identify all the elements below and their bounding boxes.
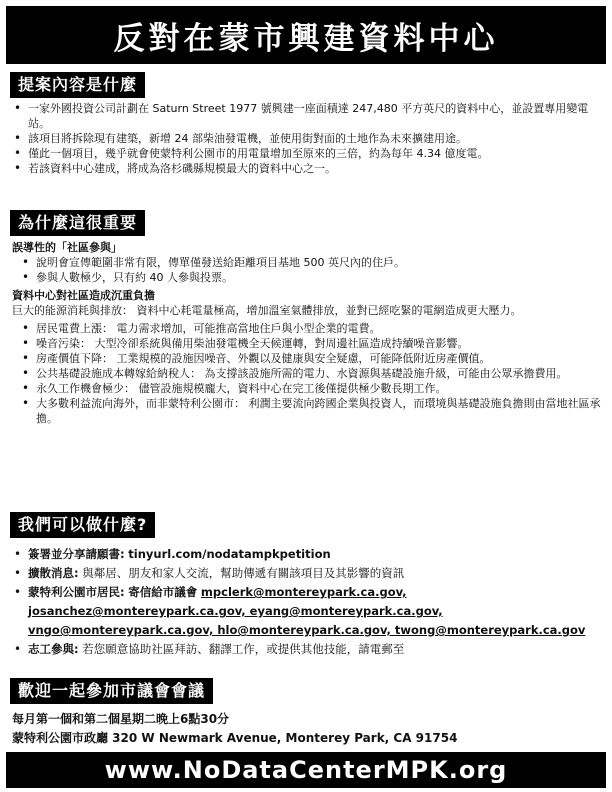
list-item bbox=[12, 640, 602, 659]
list-item: • 參與人數極少，只有約 40 人參與投票。 bbox=[20, 270, 602, 285]
list-item: • 大多數利益流向海外，而非蒙特利公園市： 利潤主要流向跨國企業與投資人，而環境與基礎設施負擔則由當地社區承擔。 bbox=[20, 396, 602, 426]
volunteer-label: 志工參與: bbox=[28, 642, 79, 656]
meeting-info bbox=[12, 710, 602, 748]
residents-text: 寄信給市議會 bbox=[128, 585, 198, 599]
why-content bbox=[12, 240, 602, 426]
spread-text: 與鄰居、朋友和家人交流，幫助傳遞有關該項目及其影響的資訊 bbox=[82, 566, 405, 580]
list-item: • 居民電費上漲： 電力需求增加，可能推高當地住戶與小型企業的電費。 bbox=[20, 321, 602, 336]
spread-label: 擴散消息: bbox=[28, 566, 79, 580]
list-item: • 僅此一個項目，幾乎就會使蒙特利公園市的用電量增加至原來的三倍，約為每年 4.34 億度電。 bbox=[12, 146, 602, 161]
proposal-list bbox=[12, 101, 602, 176]
email-links[interactable]: vngo@montereypark.ca.gov, hlo@montereypark.ca.gov, twong@montereypark.ca.gov bbox=[28, 623, 586, 637]
residents-label: 蒙特利公園市居民: bbox=[28, 585, 125, 599]
section-heading-meeting: 歡迎一起參加市議會會議 bbox=[10, 678, 213, 704]
petition-label: 簽署並分享請願書: bbox=[28, 547, 125, 561]
list-item: • 若該資料中心建成，將成為洛杉磯縣規模最大的資料中心之一。 bbox=[12, 161, 602, 176]
list-item bbox=[12, 545, 602, 564]
volunteer-text: 若您願意協助社區拜訪、翻譯工作，或提供其他技能，請電郵至 bbox=[82, 642, 405, 656]
email-links[interactable]: josanchez@montereypark.ca.gov, eyang@montereypark.ca.gov, bbox=[28, 604, 443, 618]
list-item: • 噪音污染： 大型冷卻系統與備用柴油發電機全天候運轉，對周邊社區造成持續噪音影響。 bbox=[20, 336, 602, 351]
section-heading-proposal: 提案內容是什麼 bbox=[10, 72, 145, 98]
list-item: • 公共基礎設施成本轉嫁給納稅人： 為支撐該設施所需的電力、水資源與基礎設施升級，可能由公眾承擔費用。 bbox=[20, 366, 602, 381]
list-item: • 一家外國投資公司計劃在 Saturn Street 1977 號興建一座面積達 247,480 平方英尺的資料中心，並設置專用變電站。 bbox=[12, 101, 602, 131]
section-heading-why: 為什麼這很重要 bbox=[10, 210, 145, 236]
email-link[interactable]: mpclerk@montereypark.ca.gov, bbox=[200, 585, 407, 599]
sub-heading-engagement: 誤導性的「社區參與」 bbox=[12, 241, 122, 254]
list-item: • 永久工作機會極少： 儘管設施規模龐大，資料中心在完工後僅提供極少數長期工作。 bbox=[20, 381, 602, 396]
sub-heading-burden: 資料中心對社區造成沉重負擔 bbox=[12, 289, 155, 302]
meeting-time: 每月第一個和第二個星期二晚上6點30分 bbox=[12, 712, 230, 726]
petition-link[interactable]: tinyurl.com/nodatampkpetition bbox=[128, 547, 331, 561]
section-heading-action: 我們可以做什麼? bbox=[10, 512, 155, 538]
list-item: • 該項目將拆除現有建築，新增 24 部柴油發電機，並使用街對面的土地作為未來擴建用途。 bbox=[12, 131, 602, 146]
list-item: • 說明會宣傳範圍非常有限，傳單僅發送給距離項目基地 500 英尺內的住戶。 bbox=[20, 255, 602, 270]
energy-paragraph: 巨大的能源消耗與排放： 資料中心耗電量極高，增加溫室氣體排放，並對已經吃緊的電網造成更大壓力。 bbox=[12, 304, 522, 317]
meeting-location: 蒙特利公園市政廳 320 W Newmark Avenue, Monterey Park, CA 91754 bbox=[12, 731, 458, 745]
action-content bbox=[12, 545, 602, 659]
website-footer[interactable]: www.NoDataCenterMPK.org bbox=[6, 752, 606, 788]
list-item: • 房產價值下降： 工業規模的設施因噪音、外觀以及健康與安全疑慮，可能降低附近房產價值。 bbox=[20, 351, 602, 366]
list-item bbox=[12, 564, 602, 583]
page-title: 反對在蒙市興建資料中心 bbox=[6, 6, 606, 64]
list-item bbox=[12, 583, 602, 602]
